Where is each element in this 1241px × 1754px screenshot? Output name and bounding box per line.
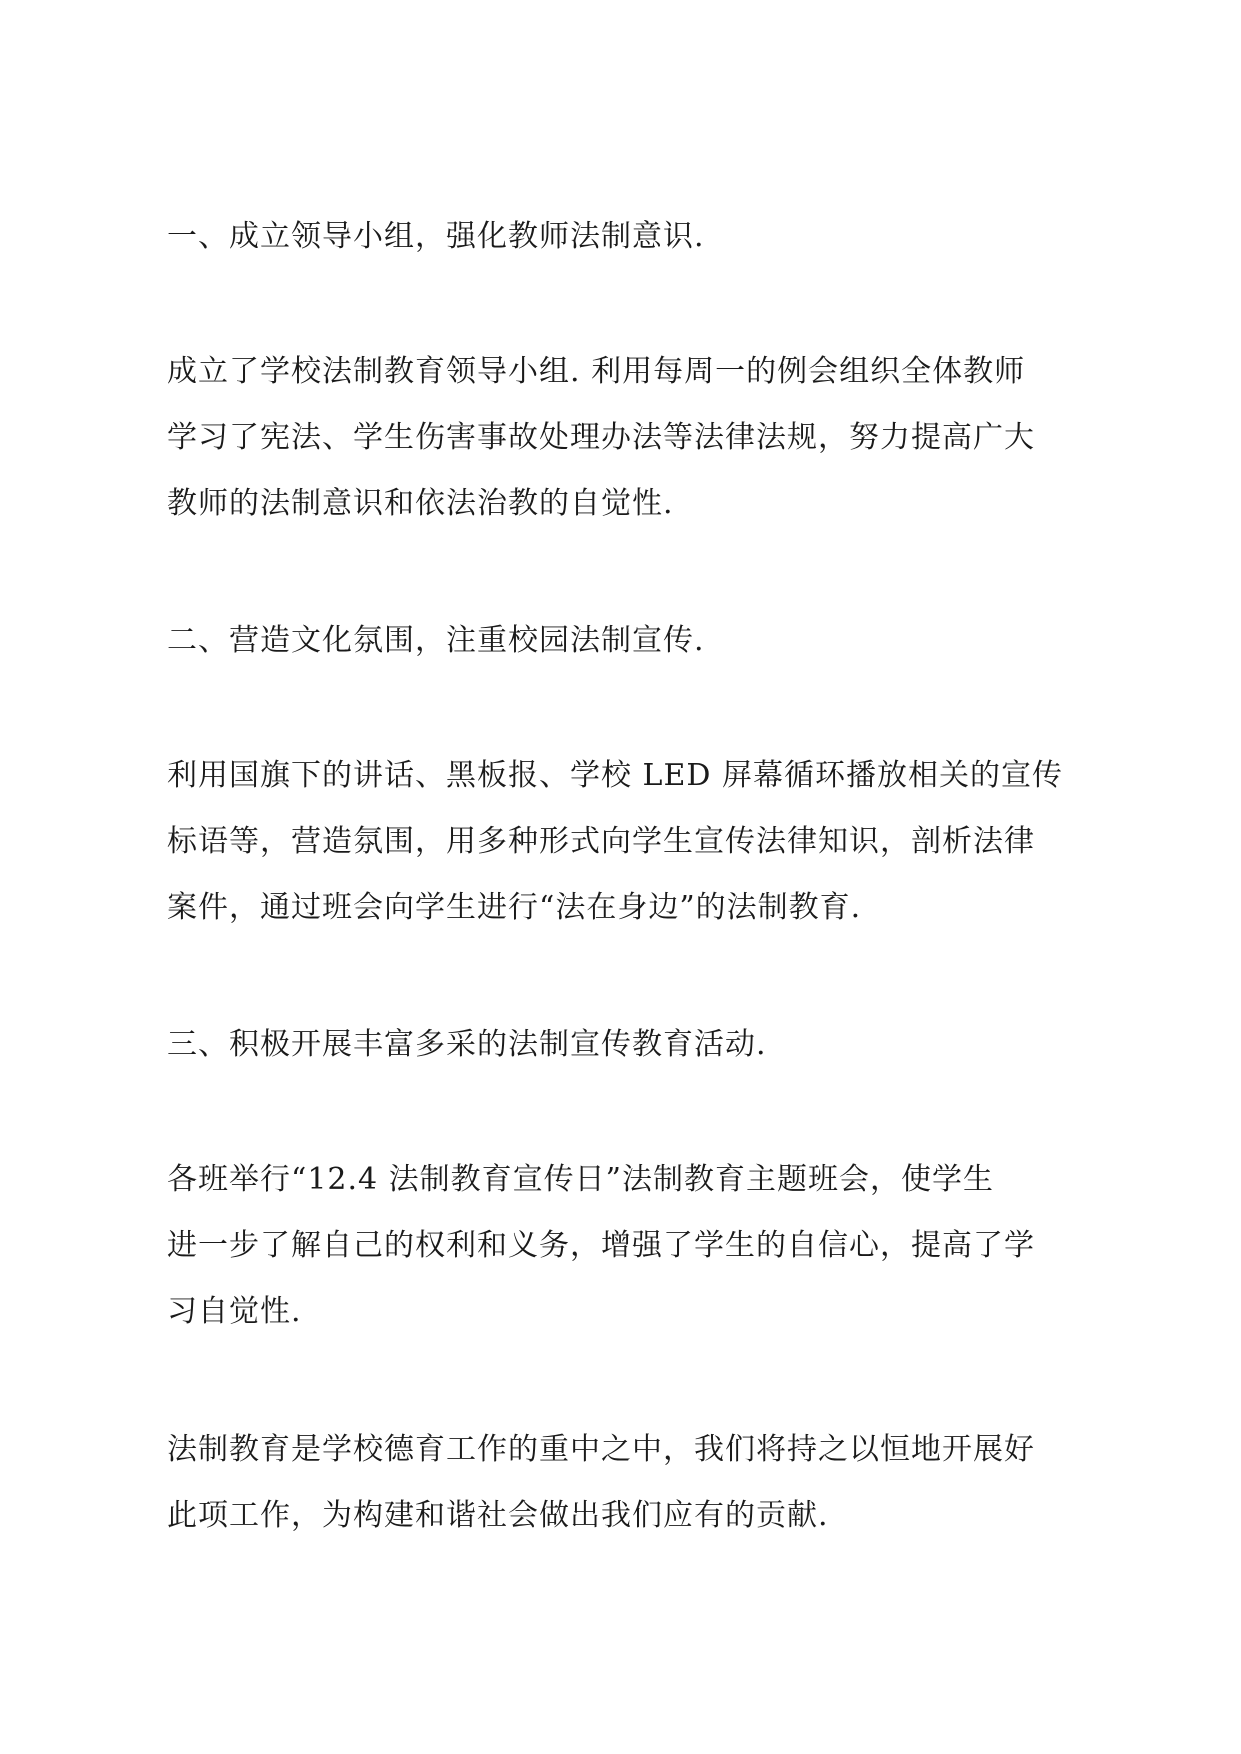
section-2-heading: 二、营造文化氛围，注重校园法制宣传. [167, 623, 705, 658]
paragraph-line: 案件，通过班会向学生进行“法在身边”的法制教育. [167, 890, 862, 925]
closing-paragraph [167, 1432, 1097, 1533]
section-2-paragraph [167, 758, 1097, 925]
document-body [167, 219, 1097, 1533]
paragraph-line: 习自觉性. [167, 1294, 302, 1329]
paragraph-line: 法制教育是学校德育工作的重中之中，我们将持之以恒地开展好 [167, 1432, 1035, 1467]
section-3-heading: 三、积极开展丰富多采的法制宣传教育活动. [167, 1027, 767, 1062]
paragraph-line: 进一步了解自己的权利和义务，增强了学生的自信心，提高了学 [167, 1228, 1035, 1263]
paragraph-line: 各班举行“12.4 法制教育宣传日”法制教育主题班会，使学生 [167, 1162, 995, 1197]
paragraph-line: 标语等，营造氛围，用多种形式向学生宣传法律知识，剖析法律 [167, 824, 1035, 859]
paragraph-line: 学习了宪法、学生伤害事故处理办法等法律法规，努力提高广大 [167, 420, 1035, 455]
section-1-heading: 一、成立领导小组，强化教师法制意识. [167, 219, 705, 254]
section-1-paragraph [167, 354, 1097, 521]
paragraph-line: 教师的法制意识和依法治教的自觉性. [167, 486, 674, 521]
paragraph-line: 成立了学校法制教育领导小组. 利用每周一的例会组织全体教师 [167, 354, 1026, 389]
paragraph-line: 此项工作，为构建和谐社会做出我们应有的贡献. [167, 1498, 829, 1533]
paragraph-line: 利用国旗下的讲话、黑板报、学校 LED 屏幕循环播放相关的宣传 [167, 758, 1063, 793]
section-3-paragraph [167, 1162, 1097, 1329]
